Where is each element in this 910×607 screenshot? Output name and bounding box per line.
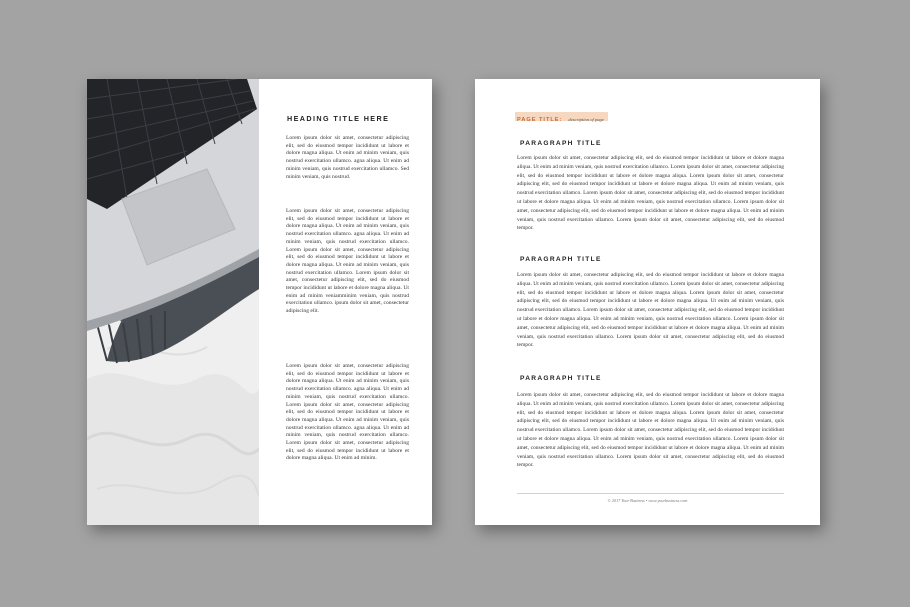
section-paragraph: Lorem ipsum dolor sit amet, consectetur adipiscing elit, sed do eiusmod tempor incididunt ut labore et dolore magna aliqua. Ut enim ad minim veniam, quis nostrud exercitation ullamco. Lorem ipsum dolor sit amet, consectetur adipiscing elit, sed do eiusmod tempor incididunt ut labore et dolore magna aliqua. Lorem ipsum dolor sit amet, consectetur adipiscing elit, sed do eiusmod tempor incididunt ut labore et dolore magna aliqua. Ut enim ad minim veniam, quis nostrud exercitation ullamco. Lorem ipsum dolor sit amet, consectetur adipiscing elit, sed do eiusmod tempor incididunt ut labore et dolore magna aliqua. Ut enim ad minim veniam, quis nostrud exercitation ullamco. Lorem ipsum dolor sit amet, consectetur adipiscing elit, sed do eiusmod tempor incididunt ut labore et dolore magna aliqua. Ut enim ad minim veniam, quis nostrud exercitation ullamco. Lorem ipsum dolor sit amet, consectetur adipiscing elit, sed do eiusmod tempor. <box>517 392 784 469</box>
body-paragraph: Lorem ipsum dolor sit amet, consectetur adipiscing elit, sed do eiusmod tempor incididunt ut labore et dolore magna aliqua. Ut enim ad minim veniam, quis nostrud exercitation ullamco. agna aliqua. Ut enim ad minim veniam, quis nostrud exercitation ullamco. Lorem ipsum dolor sit amet, consectetur adipiscing elit, sed do eiusmod tempor incididunt ut labore et dolore magna aliqua. Ut enim ad minim veniam, quis nostrud exercitation ullamco. Lorem ipsum dolor sit amet, consectetur adipiscing elit, sed do eiusmod tempor incididunt ut labore et dolore magna aliqua. Ut enim ad minim veniamminim veniam, quis nostrud exercitation ullamco. ipsum dolor sit amet, consectetur adipiscing elit. <box>286 208 409 315</box>
footer-divider <box>517 493 784 494</box>
paragraph-title: PARAGRAPH TITLE <box>520 375 602 382</box>
laptop-on-bed-image <box>87 79 259 525</box>
page-title-colon: : <box>559 117 563 123</box>
section-paragraph: Lorem ipsum dolor sit amet, consectetur adipiscing elit, sed do eiusmod tempor incididunt ut labore et dolore magna aliqua. Ut enim ad minim veniam, quis nostrud exercitation ullamco. Lorem ipsum dolor sit amet, consectetur adipiscing elit, sed do eiusmod tempor incididunt ut labore et dolore magna aliqua. Lorem ipsum dolor sit amet, consectetur adipiscing elit, sed do eiusmod tempor incididunt ut labore et dolore magna aliqua. Ut enim ad minim veniam, quis nostrud exercitation ullamco. Lorem ipsum dolor sit amet, consectetur adipiscing elit, sed do eiusmod tempor incididunt ut labore et dolore magna aliqua. Ut enim ad minim veniam, quis nostrud exercitation ullamco. Lorem ipsum dolor sit amet, consectetur adipiscing elit, sed do eiusmod tempor incididunt ut labore et dolore magna aliqua. Ut enim ad minim veniam, quis nostrud exercitation ullamco. Lorem ipsum dolor sit amet, consectetur adipiscing elit, sed do eiusmod tempor. <box>517 272 784 349</box>
paragraph-title: PARAGRAPH TITLE <box>520 256 602 263</box>
footer-text: © 2017 Your Business • www.yourbusiness.com <box>607 498 688 503</box>
laptop-photo <box>87 79 259 525</box>
heading-title: HEADING TITLE HERE <box>287 114 390 123</box>
left-page <box>87 79 432 525</box>
right-page <box>475 79 820 525</box>
page-title: PAGE TITLE <box>517 117 560 123</box>
body-paragraph: Lorem ipsum dolor sit amet, consectetur adipiscing elit, sed do eiusmod tempor incididunt ut labore et dolore magna aliqua. Ut enim ad minim veniam, quis nostrud exercitation ullamco. agna aliqua. Ut enim ad minim veniam, quis nostrud exercitation ullamco. Sed minim veniam, quis nostrud. <box>286 135 409 180</box>
body-paragraph: Lorem ipsum dolor sit amet, consectetur adipiscing elit, sed do eiusmod tempor incididunt ut labore et dolore magna aliqua. Ut enim ad minim veniam, quis nostrud exercitation ullamco. agna aliqua. Ut enim ad minim veniam, quis nostrud exercitation ullamco. Lorem ipsum dolor sit amet, consectetur adipiscing elit, sed do eiusmod tempor incididunt ut labore et dolore magna aliqua. Ut enim ad minim veniam, quis nostrud exercitation ullamco. agna aliqua. Ut enim ad minim veniam, quis nostrud exercitation ullamco. Lorem ipsum dolor sit amet, consectetur adipiscing elit, sed do eiusmod tempor incididunt ut labore et dolore magna aliqua. Ut enim ad minim. <box>286 363 409 462</box>
page-title-description: description of page <box>568 117 604 122</box>
page-title-banner <box>515 112 608 121</box>
section-paragraph: Lorem ipsum dolor sit amet, consectetur adipiscing elit, sed do eiusmod tempor incididunt ut labore et dolore magna aliqua. Ut enim ad minim veniam, quis nostrud exercitation ullamco. Lorem ipsum dolor sit amet, consectetur adipiscing elit, sed do eiusmod tempor incididunt ut labore et dolore magna aliqua. Lorem ipsum dolor sit amet, consectetur adipiscing elit, sed do eiusmod tempor incididunt ut labore et dolore magna aliqua. Ut enim ad minim veniam, quis nostrud exercitation ullamco. Lorem ipsum dolor sit amet, consectetur adipiscing elit, sed do eiusmod tempor incididunt ut labore et dolore magna aliqua. Ut enim ad minim veniam, quis nostrud exercitation ullamco. Lorem ipsum dolor sit amet, consectetur adipiscing elit, sed do eiusmod tempor incididunt ut labore et dolore magna aliqua. Ut enim ad minim veniam, quis nostrud exercitation ullamco. Lorem ipsum dolor sit amet, consectetur adipiscing elit, sed do eiusmod tempor. <box>517 155 784 232</box>
paragraph-title: PARAGRAPH TITLE <box>520 140 602 147</box>
